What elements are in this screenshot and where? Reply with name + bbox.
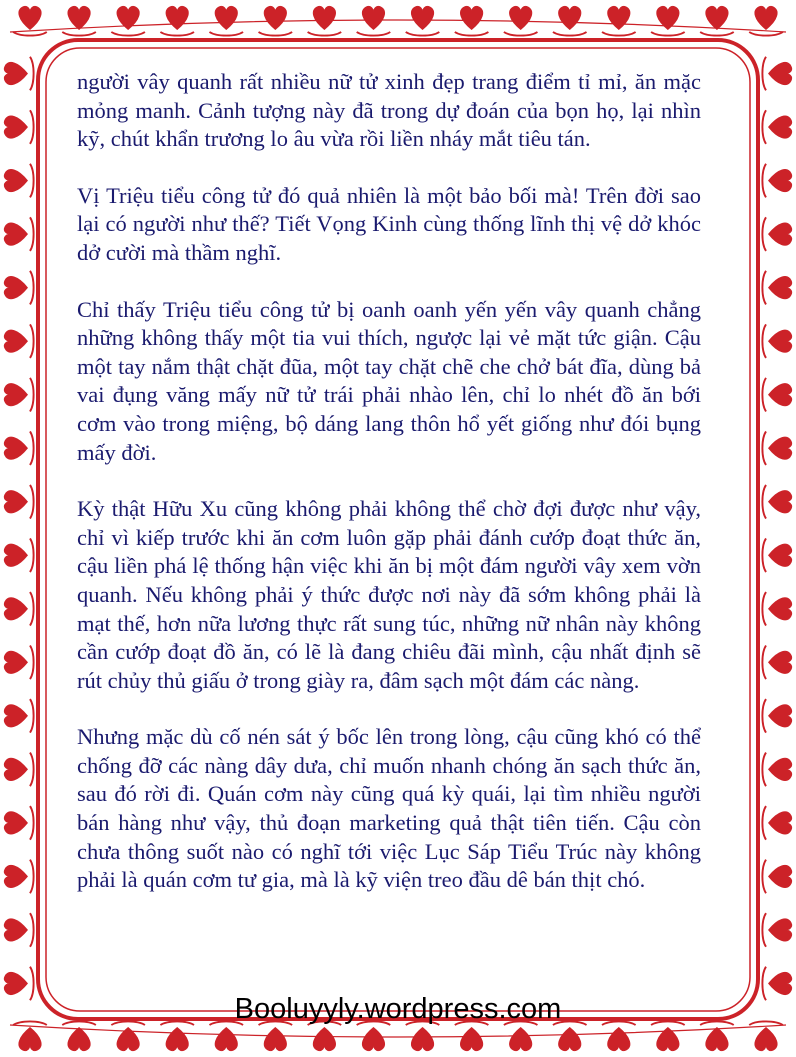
border-ornament-left [4, 592, 33, 626]
border-ornament-top [209, 6, 243, 35]
border-ornament-right [762, 324, 791, 358]
border-ornament-left [4, 646, 33, 680]
border-ornament-right [762, 271, 791, 305]
border-ornament-left [4, 913, 33, 947]
border-ornament-left [4, 806, 33, 840]
border-ornament-right [762, 592, 791, 626]
border-ornament-right [762, 860, 791, 894]
border-ornament-right [762, 57, 791, 91]
border-ornament-right [762, 485, 791, 519]
border-ornament-top [651, 6, 685, 35]
border-ornament-left [4, 217, 33, 251]
border-ornament-top [406, 6, 440, 35]
border-ornament-right [762, 431, 791, 465]
border-ornament-top [602, 6, 636, 35]
border-ornament-left [4, 699, 33, 733]
border-ornament-right [762, 538, 791, 572]
paragraph: Chỉ thấy Triệu tiểu công tử bị oanh oanh yến yến vây quanh chẳng những không thấy một tia vui thích, ngược lại vẻ mặt tức giận. Cậu một tay nắm thật chặt đũa, một tay chặt chẽ che chở bát đĩa, dùng bả vai đụng văng mấy nữ tử trái phải nhào lên, chỉ lo nhét đồ ăn bới cơm vào trong miệng, bộ dáng lang thôn hổ yết giống như đói bụng mấy đời. [77, 296, 701, 465]
border-ornament-right [762, 753, 791, 787]
footer-url: Booluyyly.wordpress.com [234, 993, 562, 1025]
story-text [77, 68, 701, 923]
border-ornament-left [4, 860, 33, 894]
border-ornament-top [62, 6, 96, 35]
paragraph: Vị Triệu tiểu công tử đó quả nhiên là một bảo bối mà! Trên đời sao lại có người như thế? Tiết Vọng Kinh cùng thống lĩnh thị vệ dở khóc dở cười mà thầm nghĩ. [77, 182, 701, 265]
border-ornament-top [160, 6, 194, 35]
border-ornament-right [762, 806, 791, 840]
border-ornament-left [4, 753, 33, 787]
border-ornament-right [762, 110, 791, 144]
border-ornament-top [111, 6, 145, 35]
border-ornament-right [762, 913, 791, 947]
border-ornament-top [357, 6, 391, 35]
border-ornament-left [4, 538, 33, 572]
border-ornament-left [4, 271, 33, 305]
border-ornament-top [553, 6, 587, 35]
border-ornament-right [762, 378, 791, 412]
paragraph: người vây quanh rất nhiều nữ tử xinh đẹp trang điểm tỉ mỉ, ăn mặc mỏng manh. Cảnh tượng này đã trong dự đoán của bọn họ, lại nhìn kỹ, chút khẩn trương lo âu vừa rồi liền nháy mắt tiêu tán. [77, 69, 701, 152]
border-ornament-top [700, 6, 734, 35]
paragraph: Nhưng mặc dù cố nén sát ý bốc lên trong lòng, cậu cũng khó có thể chống đỡ các nàng dây dưa, chỉ muốn nhanh chóng ăn sạch thức ăn, sau đó rời đi. Quán cơm này cũng quá kỳ quái, lại tìm nhiều người bán hàng như vậy, thủ đoạn marketing quả thật tiên tiến. Cậu còn chưa thông suốt nào có nghĩ tới việc Lục Sáp Tiểu Trúc này không phải là quán cơm tư gia, mà là kỹ viện treo đầu dê bán thịt chó. [77, 724, 701, 893]
border-ornament-right [762, 646, 791, 680]
border-ornament-left [4, 431, 33, 465]
border-ornament-right [762, 217, 791, 251]
border-ornament-right [762, 164, 791, 198]
border-ornament-left [4, 324, 33, 358]
border-ornament-left [4, 164, 33, 198]
paragraph: Kỳ thật Hữu Xu cũng không phải không thể chờ đợi được như vậy, chỉ vì kiếp trước khi ăn cơm luôn gặp phải đánh cướp đoạt thức ăn, cậu liền phá lệ thống hận việc khi ăn bị một đám người vây xem vờn quanh. Nếu không phải ý thức được nơi này đã sớm không phải là mạt thế, hơn nữa lương thực rất sung túc, những nữ nhân này không cần cướp đoạt đồ ăn, có lẽ là đang chiêu đãi mình, cậu nhất định sẽ rút chủy thủ giấu ở trong giày ra, đâm sạch một đám các nàng. [77, 496, 701, 693]
border-ornament-left [4, 110, 33, 144]
border-ornament-left [4, 378, 33, 412]
border-ornament-left [4, 485, 33, 519]
border-ornament-right [762, 699, 791, 733]
border-ornament-left [4, 57, 33, 91]
